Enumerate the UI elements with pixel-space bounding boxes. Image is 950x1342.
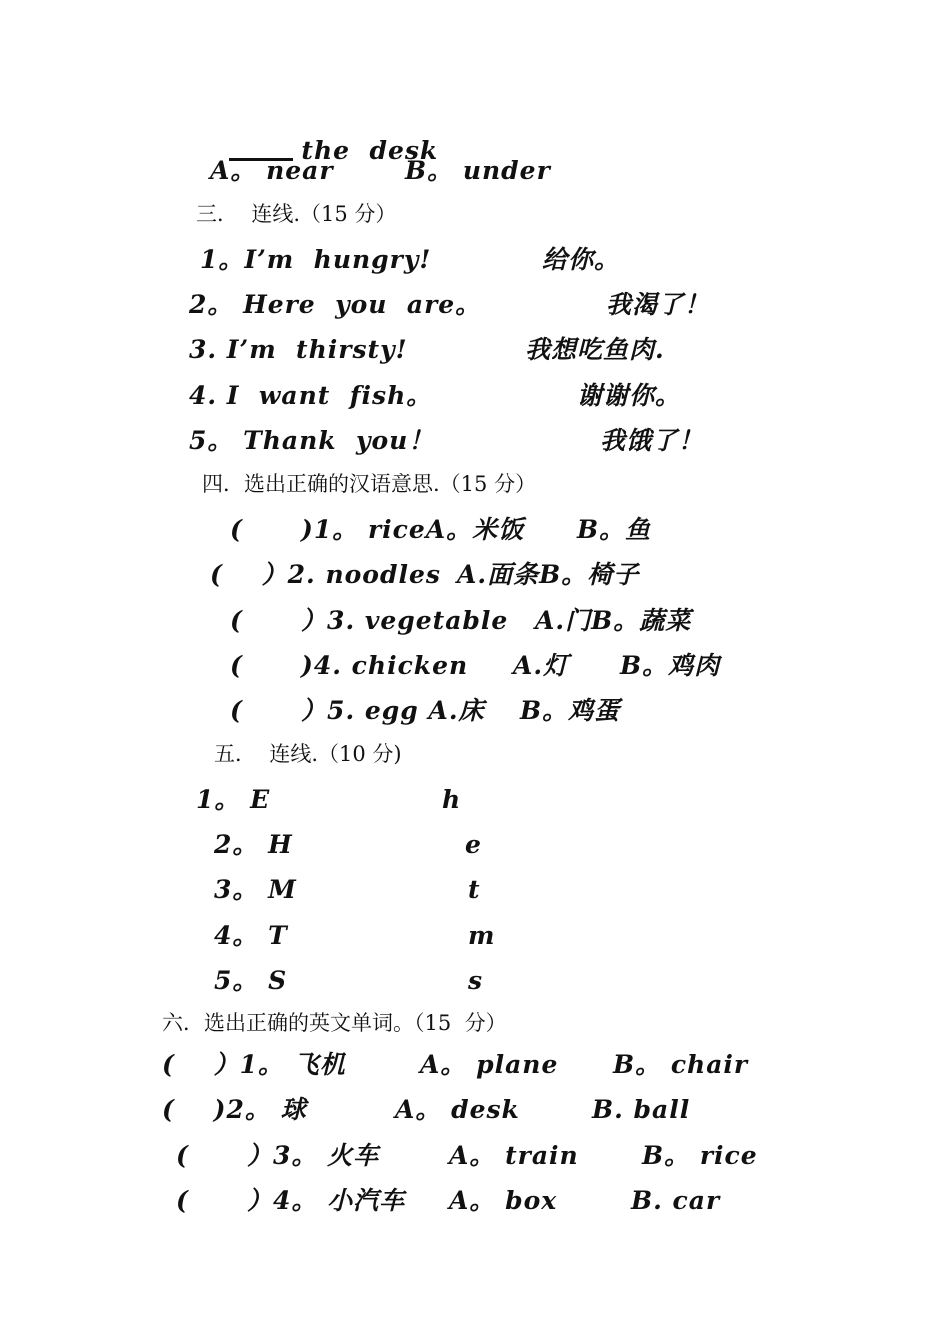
- s4-row-2-options: A.面条B。椅子: [457, 560, 640, 589]
- s4-row-4-option-a: A.灯: [513, 651, 570, 680]
- s6-row-2-option-a: A。 desk: [395, 1095, 520, 1124]
- s5-row-3-right: t: [468, 875, 481, 904]
- s6-row-3-question: ( ）3。 火车: [176, 1141, 380, 1170]
- s6-row-1-option-a: A。 plane: [420, 1050, 559, 1079]
- s5-row-2-right: e: [465, 830, 482, 859]
- intro-option-a: A。 near: [210, 156, 334, 185]
- s6-row-2-option-b: B. ball: [592, 1095, 691, 1124]
- s3-row-2-cn: 我渴了！: [606, 290, 711, 319]
- s6-row-1-option-b: B。 chair: [613, 1050, 749, 1079]
- s6-row-3-option-a: A。 train: [449, 1141, 579, 1170]
- s5-row-4-right: m: [468, 921, 496, 950]
- s3-row-1-cn: 给你。: [542, 245, 621, 274]
- s3-row-5-en: 5。 Thank you！: [189, 426, 435, 455]
- s4-row-3-options: A.门B。蔬菜: [535, 606, 692, 635]
- s3-row-4-en: 4. I want fish。: [189, 381, 433, 410]
- s5-row-3-left: 3。 M: [214, 875, 297, 904]
- section-6-heading: 六．选出正确的英文单词。（15 分）: [162, 1011, 507, 1035]
- intro-option-b: B。 under: [405, 156, 551, 185]
- s4-row-4-question: ( )4. chicken: [230, 651, 469, 680]
- intro-phrase: the desk: [301, 136, 439, 165]
- s3-row-4-cn: 谢谢你。: [577, 381, 682, 410]
- s4-row-5-option-b: B。鸡蛋: [520, 696, 621, 725]
- s4-row-1-question: ( )1。 riceA。米饭: [230, 515, 525, 544]
- s3-row-5-cn: 我饿了！: [600, 426, 705, 455]
- s6-row-4-option-a: A。 box: [449, 1186, 558, 1215]
- s4-row-5-question: ( ）5. egg A.床: [230, 696, 485, 725]
- s5-row-4-left: 4。 T: [214, 921, 288, 950]
- section-3-heading: 三． 连线.（15 分）: [196, 202, 397, 226]
- s5-row-1-right: h: [442, 785, 462, 814]
- s6-row-4-option-b: B. car: [631, 1186, 721, 1215]
- s5-row-1-left: 1。 E: [196, 785, 271, 814]
- s3-row-3-cn: 我想吃鱼肉.: [525, 335, 665, 364]
- section-5-heading: 五． 连线.（10 分): [214, 742, 402, 766]
- s4-row-2-question: ( ）2. noodles: [210, 560, 441, 589]
- s3-row-3-en: 3. I’m thirsty!: [189, 335, 408, 364]
- s3-row-1-en: 1。I’m hungry!: [200, 245, 432, 274]
- s4-row-4-option-b: B。鸡肉: [620, 651, 721, 680]
- s6-row-4-question: ( ）4。 小汽车: [176, 1186, 406, 1215]
- s4-row-3-question: ( ）3. vegetable: [230, 606, 509, 635]
- s3-row-2-en: 2。 Here you are。: [189, 290, 482, 319]
- s5-row-5-right: s: [468, 966, 484, 995]
- s6-row-2-question: ( )2。 球: [162, 1095, 307, 1124]
- s4-row-1-option-b: B。鱼: [577, 515, 652, 544]
- s5-row-5-left: 5。 S: [214, 966, 288, 995]
- s6-row-1-question: ( ）1。 飞机: [162, 1050, 346, 1079]
- section-4-heading: 四．选出正确的汉语意思.（15 分）: [202, 472, 537, 496]
- s6-row-3-option-b: B。 rice: [642, 1141, 758, 1170]
- s5-row-2-left: 2。 H: [214, 830, 293, 859]
